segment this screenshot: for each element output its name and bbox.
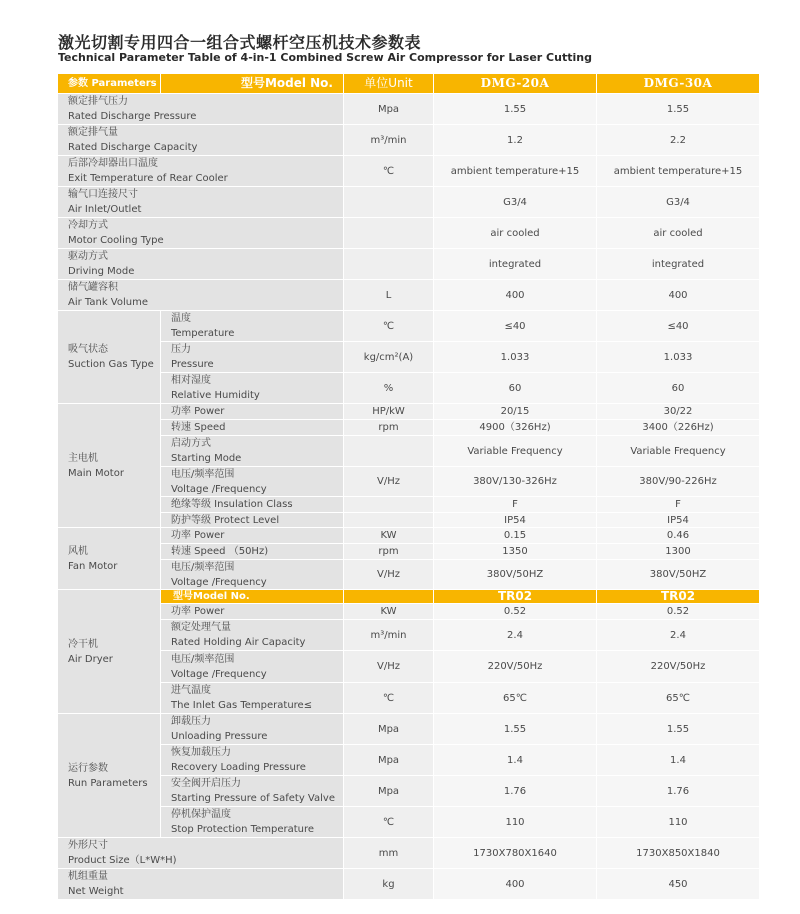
param-en: Temperature <box>171 328 235 339</box>
param-cn: 额定排气压力 <box>68 96 128 107</box>
value-cell: 380V/130-326Hz <box>434 467 597 497</box>
value-cell: 65℃ <box>434 683 597 714</box>
param-label <box>161 373 344 404</box>
param-en: Starting Pressure of Safety Valve <box>171 793 335 804</box>
value-cell: 20/15 <box>434 404 597 420</box>
unit-cell: Mpa <box>344 745 434 776</box>
param-label <box>58 125 344 156</box>
value-cell: 1.76 <box>434 776 597 807</box>
value-cell: 3400（226Hz) <box>597 420 760 436</box>
value-cell: 1.2 <box>434 125 597 156</box>
param-label <box>161 683 344 714</box>
unit-cell: m³/min <box>344 620 434 651</box>
param-label <box>161 311 344 342</box>
unit-cell <box>344 187 434 218</box>
value-cell: ambient temperature+15 <box>597 156 760 187</box>
value-cell: 60 <box>597 373 760 404</box>
param-cn: 卸载压力 <box>171 716 211 727</box>
value-cell: F <box>434 497 597 513</box>
value-cell: 450 <box>597 869 760 900</box>
param-en: Voltage /Frequency <box>171 668 267 680</box>
value-cell: 65℃ <box>597 683 760 714</box>
value-cell: 0.46 <box>597 528 760 544</box>
param-cn: 安全阀开启压力 <box>171 778 241 789</box>
param-cn: 电压/频率范围 <box>171 561 235 573</box>
param-label: 转速 Speed （50Hz) <box>161 544 344 560</box>
param-en: Exit Temperature of Rear Cooler <box>68 173 228 184</box>
value-cell: 0.52 <box>597 604 760 620</box>
param-label <box>161 342 344 373</box>
dryer-model-label: 型号Model No. <box>161 590 344 604</box>
unit-cell: % <box>344 373 434 404</box>
param-label <box>161 620 344 651</box>
unit-cell: V/Hz <box>344 560 434 590</box>
value-cell: IP54 <box>597 513 760 528</box>
value-cell: 110 <box>434 807 597 838</box>
param-label: 功率 Power <box>161 604 344 620</box>
value-cell: 1.55 <box>597 94 760 125</box>
unit-cell: HP/kW <box>344 404 434 420</box>
header-unit: 单位Unit <box>344 74 434 94</box>
param-en: The Inlet Gas Temperature≤ <box>171 700 313 711</box>
group-label-fan-motor <box>58 528 161 590</box>
value-cell: 2.4 <box>597 620 760 651</box>
value-cell: 1730X780X1640 <box>434 838 597 869</box>
header-model-1: DMG-20A <box>434 74 597 94</box>
param-label: 防护等级 Protect Level <box>161 513 344 528</box>
unit-cell: KW <box>344 528 434 544</box>
param-cn: 电压/频率范围 <box>171 653 235 665</box>
value-cell: 400 <box>434 869 597 900</box>
value-cell: air cooled <box>434 218 597 249</box>
unit-cell: Mpa <box>344 776 434 807</box>
unit-cell: rpm <box>344 420 434 436</box>
value-cell: 1.033 <box>434 342 597 373</box>
page-title: 激光切割专用四合一组合式螺杆空压机技术参数表 <box>58 33 422 52</box>
group-en: Suction Gas Type <box>68 359 154 370</box>
param-cn: 驱动方式 <box>68 251 108 262</box>
group-cn: 吸气状态 <box>68 344 108 355</box>
param-cn: 后部冷却器出口温度 <box>68 158 158 169</box>
group-cn: 风机 <box>68 545 88 557</box>
value-cell: 220V/50Hz <box>434 651 597 683</box>
param-label <box>161 651 344 683</box>
unit-cell <box>344 249 434 280</box>
value-cell: 1.4 <box>597 745 760 776</box>
param-cn: 启动方式 <box>171 438 211 449</box>
param-en: Voltage /Frequency <box>171 576 267 588</box>
unit-cell: Mpa <box>344 714 434 745</box>
group-cn: 运行参数 <box>68 762 108 774</box>
param-cn: 额定处理气量 <box>171 622 231 633</box>
param-label <box>161 467 344 497</box>
unit-cell: ℃ <box>344 807 434 838</box>
group-en: Main Motor <box>68 467 124 479</box>
unit-cell: Mpa <box>344 94 434 125</box>
value-cell: 400 <box>597 280 760 311</box>
param-label <box>161 807 344 838</box>
value-cell: 1.76 <box>597 776 760 807</box>
value-cell: ≤40 <box>597 311 760 342</box>
value-cell: ≤40 <box>434 311 597 342</box>
param-label <box>58 280 344 311</box>
param-en: Unloading Pressure <box>171 731 268 742</box>
param-cn: 额定排气量 <box>68 127 118 138</box>
param-cn: 进气温度 <box>171 685 211 696</box>
header-model: 型号Model No. <box>161 74 344 94</box>
param-en: Rated Discharge Pressure <box>68 111 197 122</box>
param-en: Air Inlet/Outlet <box>68 204 142 215</box>
param-label <box>161 745 344 776</box>
value-cell: 4900（326Hz) <box>434 420 597 436</box>
param-label: 绝缘等级 Insulation Class <box>161 497 344 513</box>
group-label-suction <box>58 311 161 404</box>
value-cell: 60 <box>434 373 597 404</box>
param-cn: 停机保护温度 <box>171 809 231 820</box>
param-en: Air Tank Volume <box>68 297 148 308</box>
value-cell: G3/4 <box>597 187 760 218</box>
param-cn: 相对湿度 <box>171 375 211 386</box>
value-cell: 110 <box>597 807 760 838</box>
value-cell: 220V/50Hz <box>597 651 760 683</box>
value-cell: integrated <box>434 249 597 280</box>
unit-cell: L <box>344 280 434 311</box>
unit-cell: mm <box>344 838 434 869</box>
param-en: Recovery Loading Pressure <box>171 762 306 773</box>
param-cn: 温度 <box>171 313 191 324</box>
value-cell: G3/4 <box>434 187 597 218</box>
param-cn: 冷却方式 <box>68 220 108 231</box>
value-cell: Variable Frequency <box>597 436 760 467</box>
param-cn: 输气口连接尺寸 <box>68 189 138 200</box>
unit-cell: m³/min <box>344 125 434 156</box>
dryer-model-unit <box>344 590 434 604</box>
param-label <box>58 249 344 280</box>
param-cn: 储气罐容积 <box>68 282 118 293</box>
value-cell: 2.2 <box>597 125 760 156</box>
value-cell: integrated <box>597 249 760 280</box>
param-label <box>161 714 344 745</box>
unit-cell: kg/cm²(A) <box>344 342 434 373</box>
value-cell: 380V/50HZ <box>434 560 597 590</box>
group-en: Run Parameters <box>68 777 148 789</box>
value-cell: ambient temperature+15 <box>434 156 597 187</box>
value-cell: air cooled <box>597 218 760 249</box>
param-label <box>58 218 344 249</box>
param-en: Relative Humidity <box>171 390 260 401</box>
unit-cell <box>344 218 434 249</box>
value-cell: 1300 <box>597 544 760 560</box>
unit-cell: ℃ <box>344 311 434 342</box>
value-cell: 1.55 <box>597 714 760 745</box>
unit-cell <box>344 497 434 513</box>
value-cell: 1.55 <box>434 714 597 745</box>
param-en: Stop Protection Temperature <box>171 824 315 835</box>
param-cn: 恢复加载压力 <box>171 747 231 758</box>
group-cn: 冷干机 <box>68 638 98 650</box>
group-label-main-motor <box>58 404 161 528</box>
param-en: Net Weight <box>68 886 124 897</box>
param-label <box>161 436 344 467</box>
param-cn: 压力 <box>171 344 191 355</box>
param-en: Product Size（L*W*H) <box>68 855 177 866</box>
param-label: 功率 Power <box>161 404 344 420</box>
value-cell: 1730X850X1840 <box>597 838 760 869</box>
param-en: Motor Cooling Type <box>68 235 164 246</box>
param-en: Rated Holding Air Capacity <box>171 637 306 648</box>
param-en: Starting Mode <box>171 453 242 464</box>
param-en: Pressure <box>171 359 214 370</box>
group-en: Air Dryer <box>68 653 113 665</box>
value-cell: 1.033 <box>597 342 760 373</box>
param-label: 功率 Power <box>161 528 344 544</box>
value-cell: 380V/90-226Hz <box>597 467 760 497</box>
unit-cell: V/Hz <box>344 467 434 497</box>
param-label <box>161 776 344 807</box>
unit-cell: kg <box>344 869 434 900</box>
page-subtitle: Technical Parameter Table of 4-in-1 Combined Screw Air Compressor for Laser Cutting <box>58 51 592 64</box>
param-en: Driving Mode <box>68 266 135 277</box>
param-label <box>58 94 344 125</box>
unit-cell: ℃ <box>344 156 434 187</box>
group-en: Fan Motor <box>68 560 118 572</box>
param-label <box>161 560 344 590</box>
unit-cell <box>344 513 434 528</box>
value-cell: Variable Frequency <box>434 436 597 467</box>
value-cell: 0.15 <box>434 528 597 544</box>
unit-cell: rpm <box>344 544 434 560</box>
group-label-air-dryer <box>58 590 161 714</box>
value-cell: 2.4 <box>434 620 597 651</box>
group-label-run-parameters <box>58 714 161 838</box>
dryer-model-1: TR02 <box>434 590 597 604</box>
param-cn: 机组重量 <box>68 871 108 882</box>
param-en: Voltage /Frequency <box>171 483 267 495</box>
value-cell: 0.52 <box>434 604 597 620</box>
value-cell: 400 <box>434 280 597 311</box>
value-cell: 380V/50HZ <box>597 560 760 590</box>
param-label: 转速 Speed <box>161 420 344 436</box>
parameter-table <box>58 74 760 904</box>
param-label <box>58 187 344 218</box>
value-cell: 1.55 <box>434 94 597 125</box>
unit-cell: ℃ <box>344 683 434 714</box>
value-cell: 30/22 <box>597 404 760 420</box>
value-cell: IP54 <box>434 513 597 528</box>
param-label <box>58 156 344 187</box>
param-en: Rated Discharge Capacity <box>68 142 198 153</box>
value-cell: 1350 <box>434 544 597 560</box>
group-cn: 主电机 <box>68 452 98 464</box>
value-cell: 1.4 <box>434 745 597 776</box>
param-label <box>58 869 344 900</box>
unit-cell <box>344 436 434 467</box>
dryer-model-2: TR02 <box>597 590 760 604</box>
value-cell: F <box>597 497 760 513</box>
header-parameters: 参数 Parameters <box>58 74 161 94</box>
param-label <box>58 838 344 869</box>
unit-cell: V/Hz <box>344 651 434 683</box>
param-cn: 外形尺寸 <box>68 840 108 851</box>
header-model-2: DMG-30A <box>597 74 760 94</box>
unit-cell: KW <box>344 604 434 620</box>
param-cn: 电压/频率范围 <box>171 468 235 480</box>
